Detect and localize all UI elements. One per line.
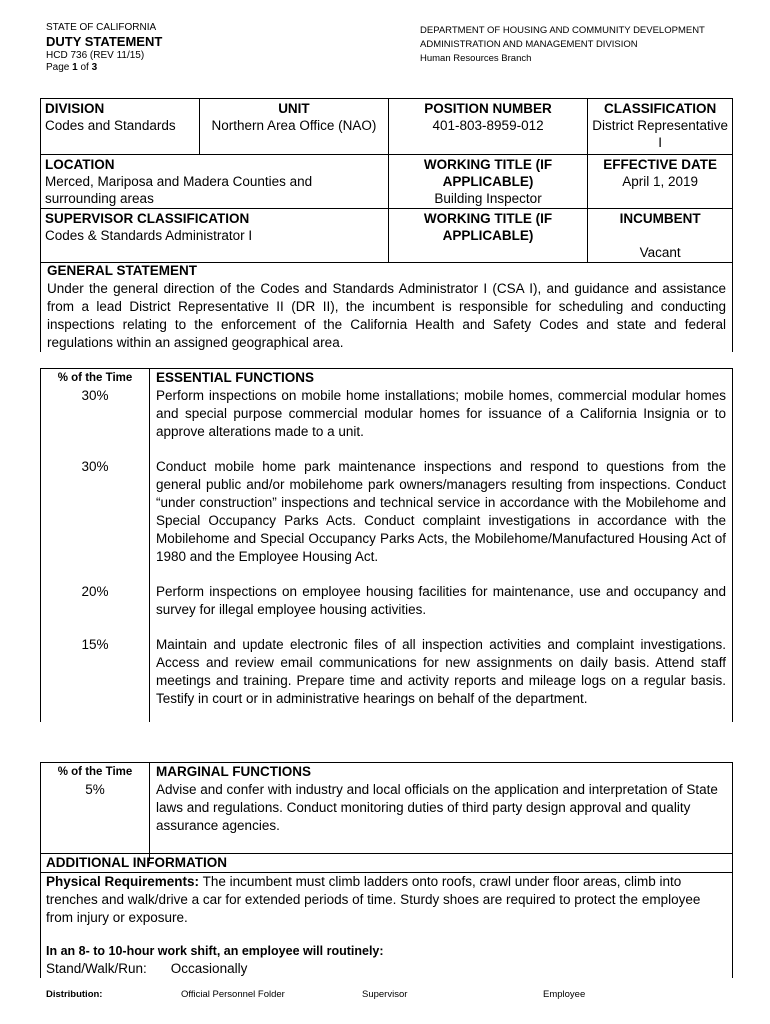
distribution-item: Supervisor xyxy=(362,989,408,1000)
supervisor-label: SUPERVISOR CLASSIFICATION xyxy=(45,211,250,226)
page-prefix: Page xyxy=(46,62,73,73)
essential-item-pct: 30% xyxy=(41,458,150,583)
marginal-item xyxy=(41,781,733,861)
distribution-item: Official Personnel Folder xyxy=(181,989,285,1000)
classification-value: District Representative I xyxy=(592,118,729,150)
general-statement xyxy=(40,262,733,352)
essential-item-text: Perform inspections on mobile home installations; mobile homes, commercial modular homes and special purpose commercial modular homes for issuance of a California Insignia or to approve alterations made to a unit. xyxy=(150,387,733,458)
essential-item-pct: 20% xyxy=(41,583,150,636)
unit-label: UNIT xyxy=(278,101,310,116)
essential-item xyxy=(41,583,733,636)
essential-functions-table xyxy=(40,368,733,722)
working-title-2-label: WORKING TITLE (IF APPLICABLE) xyxy=(423,211,553,243)
incumbent-value: Vacant xyxy=(639,245,681,260)
supervisor-cell xyxy=(41,209,389,263)
essential-item-text: Maintain and update electronic files of all inspection activities and complaint investigations. Access and review email communications for new assignments on daily basis. Attend staff meetings and training. Prepare time and activity reports and mileage logs on a regular basis. Testify in court or in administrative hearings on behalf of the department. xyxy=(150,636,733,722)
physical-requirements xyxy=(41,873,732,927)
department-name: DEPARTMENT OF HOUSING AND COMMUNITY DEVELOPMENT xyxy=(420,25,705,36)
location-cell xyxy=(41,155,389,209)
essential-item-text: Conduct mobile home park maintenance inspections and respond to questions from the general public and/or mobilehome park owners/managers resulting from inspections. Conduct “under construction” inspections and technical service in accordance with the Mobilehome and Special Occupancy Parks Acts. Conduct complaint investigations in accordance with the Mobilehome and Special Occupancy Parks Acts, the Mobilehome/Manufactured Housing Act of 1980 and the Employee Housing Act. xyxy=(150,458,733,583)
essential-item xyxy=(41,387,733,458)
classification-label: CLASSIFICATION xyxy=(603,101,717,116)
essential-item xyxy=(41,636,733,722)
essential-item-pct: 15% xyxy=(41,636,150,722)
division-cell xyxy=(41,99,200,155)
location-value: Merced, Mariposa and Madera Counties and surrounding areas xyxy=(45,174,313,206)
incumbent-label: INCUMBENT xyxy=(619,211,701,226)
distribution-item: Employee xyxy=(543,989,586,1000)
header-right xyxy=(420,24,705,66)
effective-date-label: EFFECTIVE DATE xyxy=(603,157,717,172)
marginal-functions-table xyxy=(40,762,733,861)
position-info-table xyxy=(40,98,733,263)
general-statement-text: Under the general direction of the Codes and Standards Administrator I (CSA I), and guidance and assistance from a lead District Representative II (DR II), the incumbent is responsible for scheduling and conducting inspections relating to the enforcement of the California Health and Safety Codes and state and federal regulations within an assigned geographical area. xyxy=(47,281,726,350)
additional-information-heading: ADDITIONAL INFORMATION xyxy=(41,854,732,873)
incumbent-cell xyxy=(588,209,733,263)
unit-cell xyxy=(200,99,389,155)
general-statement-heading: GENERAL STATEMENT xyxy=(47,263,198,278)
pct-time-header: % of the Time xyxy=(41,369,150,388)
essential-functions-heading: ESSENTIAL FUNCTIONS xyxy=(150,369,733,388)
working-title-value: Building Inspector xyxy=(434,191,542,206)
activity-value: Occasionally xyxy=(170,961,248,976)
distribution-label: Distribution: xyxy=(46,989,103,1000)
essential-item-text: Perform inspections on employee housing facilities for maintenance, use and occupancy and survey for illegal employee housing activities. xyxy=(150,583,733,636)
effective-date-cell xyxy=(588,155,733,209)
position-number-cell xyxy=(388,99,587,155)
position-number-value: 401-803-8959-012 xyxy=(432,118,544,133)
pct-time-header: % of the Time xyxy=(41,763,150,782)
division-name: ADMINISTRATION AND MANAGEMENT DIVISION xyxy=(420,39,638,50)
marginal-item-text: Advise and confer with industry and local officials on the application and interpretation of State laws and regulations. Conduct monitoring duties of third party design approval and quality assurance agencies. xyxy=(150,781,733,861)
division-value: Codes and Standards xyxy=(45,118,176,133)
classification-cell xyxy=(588,99,733,155)
marginal-functions-heading: MARGINAL FUNCTIONS xyxy=(150,763,733,782)
form-number: HCD 736 (REV 11/15) xyxy=(46,50,145,61)
physical-requirements-label: Physical Requirements: xyxy=(46,874,200,889)
position-number-label: POSITION NUMBER xyxy=(424,101,552,116)
page-total: 3 xyxy=(91,62,98,73)
shift-statement: In an 8- to 10-hour work shift, an employee will routinely: xyxy=(46,944,384,958)
unit-value: Northern Area Office (NAO) xyxy=(211,118,377,133)
division-label: DIVISION xyxy=(45,101,105,116)
additional-information xyxy=(40,853,733,978)
activity-row xyxy=(41,960,732,978)
marginal-item-pct: 5% xyxy=(41,781,150,861)
state-label: STATE OF CALIFORNIA xyxy=(46,22,157,33)
essential-item-pct: 30% xyxy=(41,387,150,458)
working-title-2-cell xyxy=(388,209,587,263)
page-number: 1 xyxy=(72,62,78,73)
physical-requirements-text: The incumbent must climb ladders onto roofs, crawl under floor areas, climb into trenches and walk/drive a car for extended periods of time. Sturdy shoes are required to protect the employee from injury or exposure. xyxy=(46,874,701,925)
supervisor-value: Codes & Standards Administrator I xyxy=(45,228,253,243)
document-title: DUTY STATEMENT xyxy=(46,34,163,49)
working-title-label: WORKING TITLE (IF APPLICABLE) xyxy=(423,157,553,189)
essential-item xyxy=(41,458,733,583)
location-label: LOCATION xyxy=(45,157,115,172)
page-indicator xyxy=(46,62,162,74)
page-of: of xyxy=(77,62,92,73)
activity-label: Stand/Walk/Run: xyxy=(46,961,147,976)
working-title-cell xyxy=(388,155,587,209)
header-left xyxy=(46,22,162,74)
effective-date-value: April 1, 2019 xyxy=(622,174,698,189)
branch-name: Human Resources Branch xyxy=(420,53,532,64)
